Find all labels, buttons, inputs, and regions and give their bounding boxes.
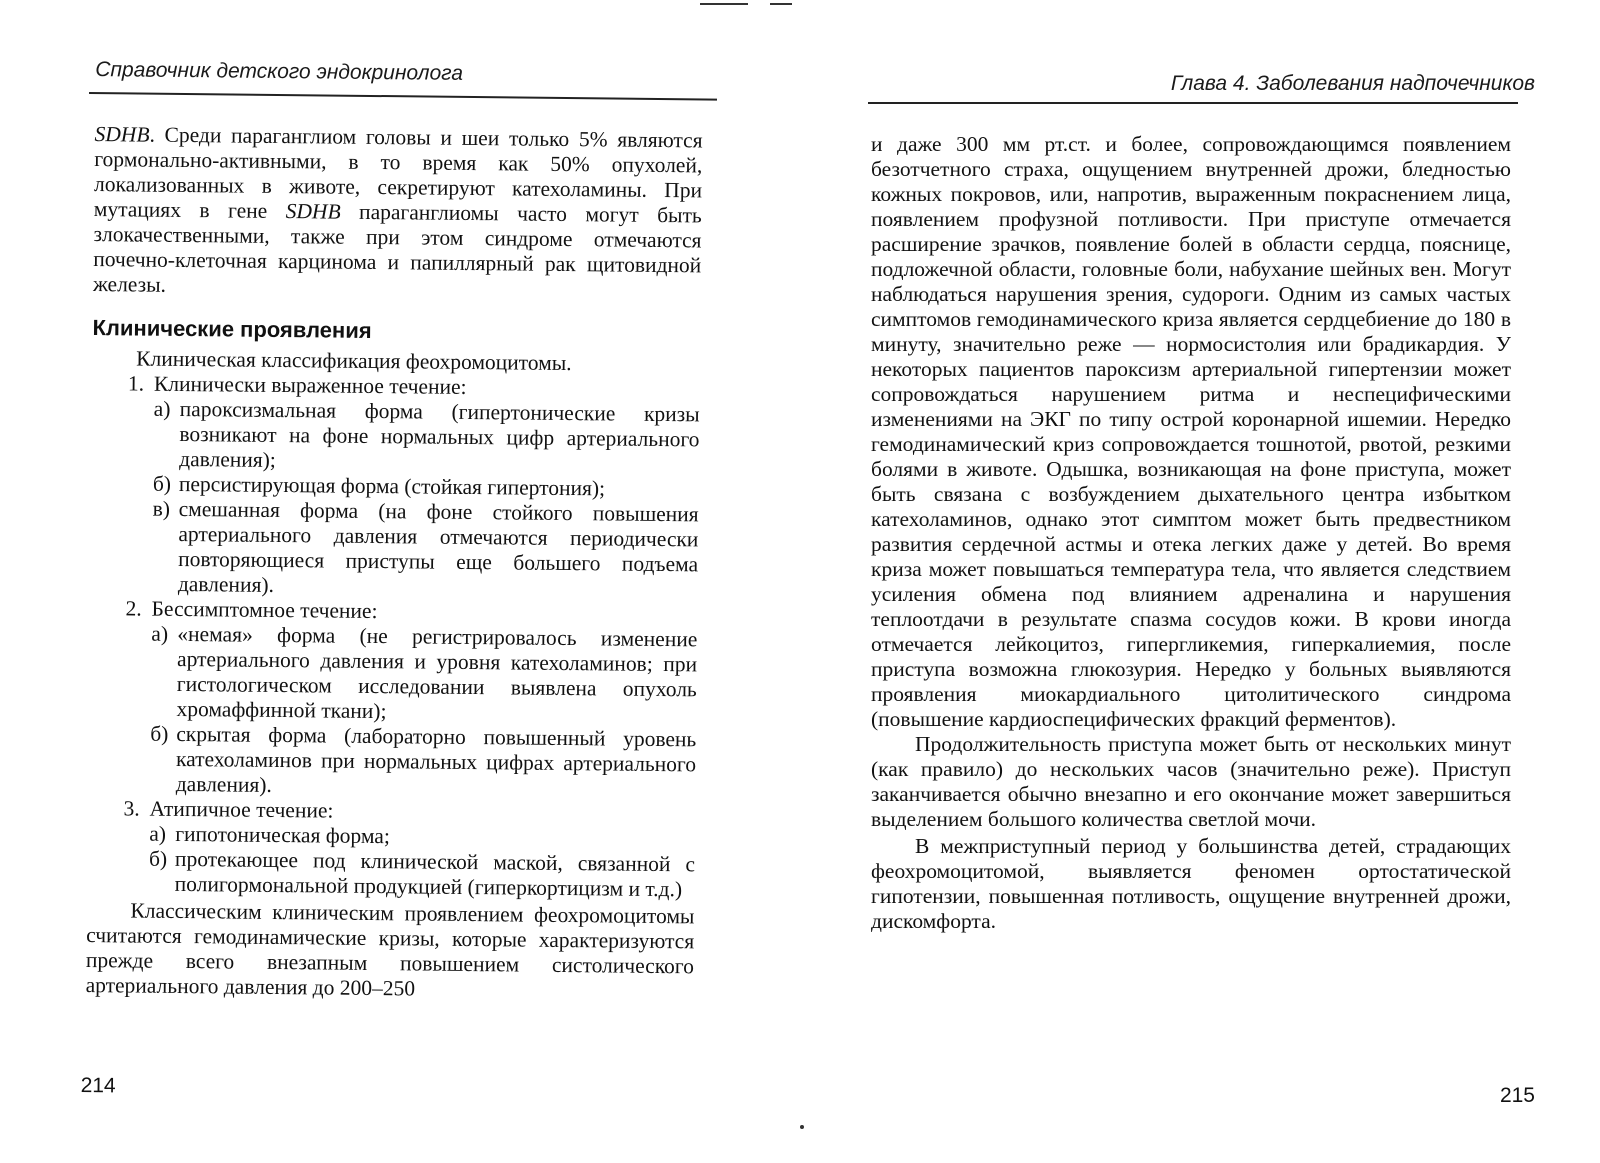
paragraph: Продолжительность приступа может быть от нескольких минут (как правило) до нескольких часов (значительно реже). Приступ заканчивается обычно внезапно и его окончание может завершиться выделением большого количества светлой мочи. — [871, 732, 1511, 831]
left-header-rule — [89, 92, 717, 101]
sub-list-item-text: протекающее под клинической маской, связанной с полигормональной продукцией (гиперкортицизм и т.д.) — [174, 846, 696, 902]
gutter-mark — [800, 1125, 804, 1129]
left-page — [78, 0, 730, 1163]
left-page-number: 214 — [80, 1073, 116, 1098]
list-item-text: Бессимптомное течение: — [151, 596, 378, 624]
paragraph: и даже 300 мм рт.ст. и более, сопровождающимся появлением безотчетного страха, ощущением внутренней дрожи, бледностью кожных покровов, или, напротив, выраженным покраснением лица, появлением профузной потливости. При приступе отмечается расширение зрачков, появление болей в области сердца, пояснице, подложечной области, головные боли, набухание шейных вен. Могут наблюдаться нарушения зрения, судороги. Одним из самых частых симптомов гемодинамического криза является сердцебиение до 180 в минуту, значительно реже — нормосистолия или брадикардия. У некоторых пациентов пароксизм артериальной гипертензии может сопровождаться нарушением ритма и неспецифическими изменениями на ЭКГ по типу острой коронарной ишемии. Нередко гемодинамический криз сопровождается тошнотой, рвотой, резкими болями в животе. Одышка, возникающая на фоне приступа, может быть связана с возбуждением дыхательного центра избытком катехоламинов, однако этот симптом может быть предвестником развития сердечной астмы и отека легких даже у детей. Во время криза может повышаться температура тела, что является следствием усиления обмена под влиянием адреналина и нарушения теплоотдачи в результате спазма сосудов кожи. В крови иногда отмечается лейкоцитоз, гипергликемия, гиперкалиемия, после приступа возможна глюкозурия. Нередко у больных выявляются проявления миокардиального цитолитического синдрома (повышение кардиоспецифических фракций ферментов). — [871, 132, 1511, 731]
sub-list-item-text: «немая» форма (не регистрировалось изменение артериального давления и уровня катехоламинов; при гистологическом исследовании выявлена опухоль хромаффинной ткани); — [176, 621, 698, 724]
list-marker: б) — [148, 846, 168, 871]
sub-list-item — [88, 721, 697, 802]
list-marker: а) — [151, 621, 169, 646]
list-marker: а) — [149, 821, 167, 846]
sub-list-item — [90, 496, 699, 602]
paragraph: В межприступный период у большинства детей, страдающих феохромоцитомой, выявляется феномен ортостатической гипотензии, повышенная потливость, ощущение внутренней дрожи, дискомфорта. — [871, 834, 1511, 933]
sub-list-item-text: пароксизмальная форма (гипертонические кризы возникают на фоне нормальных цифр артериального давления); — [179, 396, 700, 472]
intro-paragraph — [93, 122, 703, 303]
gene-name: SDHB — [285, 199, 341, 224]
intro-text-2: параганглиомы часто могут быть злокачественными, также при этом синдроме отмечаются почечно-клеточная карцинома и папиллярный рак щитовидной железы. — [92, 199, 702, 297]
classification-intro: Клиническая классификация феохромоцитомы. — [136, 346, 572, 376]
list-item-text: Атипичное течение: — [149, 796, 334, 823]
right-page-number: 215 — [1499, 1084, 1535, 1107]
list-marker: б) — [152, 471, 172, 496]
sub-list-item-text: смешанная форма (на фоне стойкого повышения артериального давления отмечаются периодически повторяющиеся приступы еще большего подъема давления). — [177, 496, 699, 597]
right-page-text — [871, 132, 1511, 934]
sub-list-item — [91, 396, 700, 477]
right-page — [871, 0, 1535, 1156]
closing-paragraph: Классическим клиническим проявлением феохромоцитомы считаются гемодинамические кризы, которые характеризуются прежде всего внезапным повышением систолического артериального давления до 200–250 — [85, 898, 695, 1001]
list-marker: 3. — [123, 796, 140, 821]
list-marker: в) — [152, 496, 171, 521]
sub-list-item — [87, 846, 695, 902]
sub-list-item-text: гипотоническая форма; — [175, 821, 391, 849]
sub-list-item-text: скрытая форма (лабораторно повышенный уровень катехоламинов при нормальных цифрах артериального давления). — [175, 721, 697, 797]
gene-name: SDHB — [94, 122, 150, 147]
left-page-text — [86, 122, 703, 1004]
list-marker: 1. — [127, 371, 145, 396]
section-title: Клинические проявления — [92, 315, 372, 343]
list-marker: а) — [153, 396, 171, 421]
list-marker: 2. — [125, 596, 142, 621]
sub-list-item-text: персистирующая форма (стойкая гипертония); — [178, 471, 606, 501]
right-header-rule — [868, 102, 1518, 104]
right-running-head: Глава 4. Заболевания надпочечников — [1170, 72, 1535, 95]
list-marker: б) — [150, 721, 169, 746]
list-item-text: Клинически выраженное течение: — [153, 371, 467, 399]
left-running-head: Справочник детского эндокринолога — [95, 58, 464, 85]
intro-text-1: . Среди параганглиом головы и шеи только 5% являются гормонально-активными, в то время как 50% опухолей, локализованных в животе, секретируют катехоламины. При мутациях в гене — [93, 122, 703, 224]
sub-list-item — [88, 621, 697, 727]
